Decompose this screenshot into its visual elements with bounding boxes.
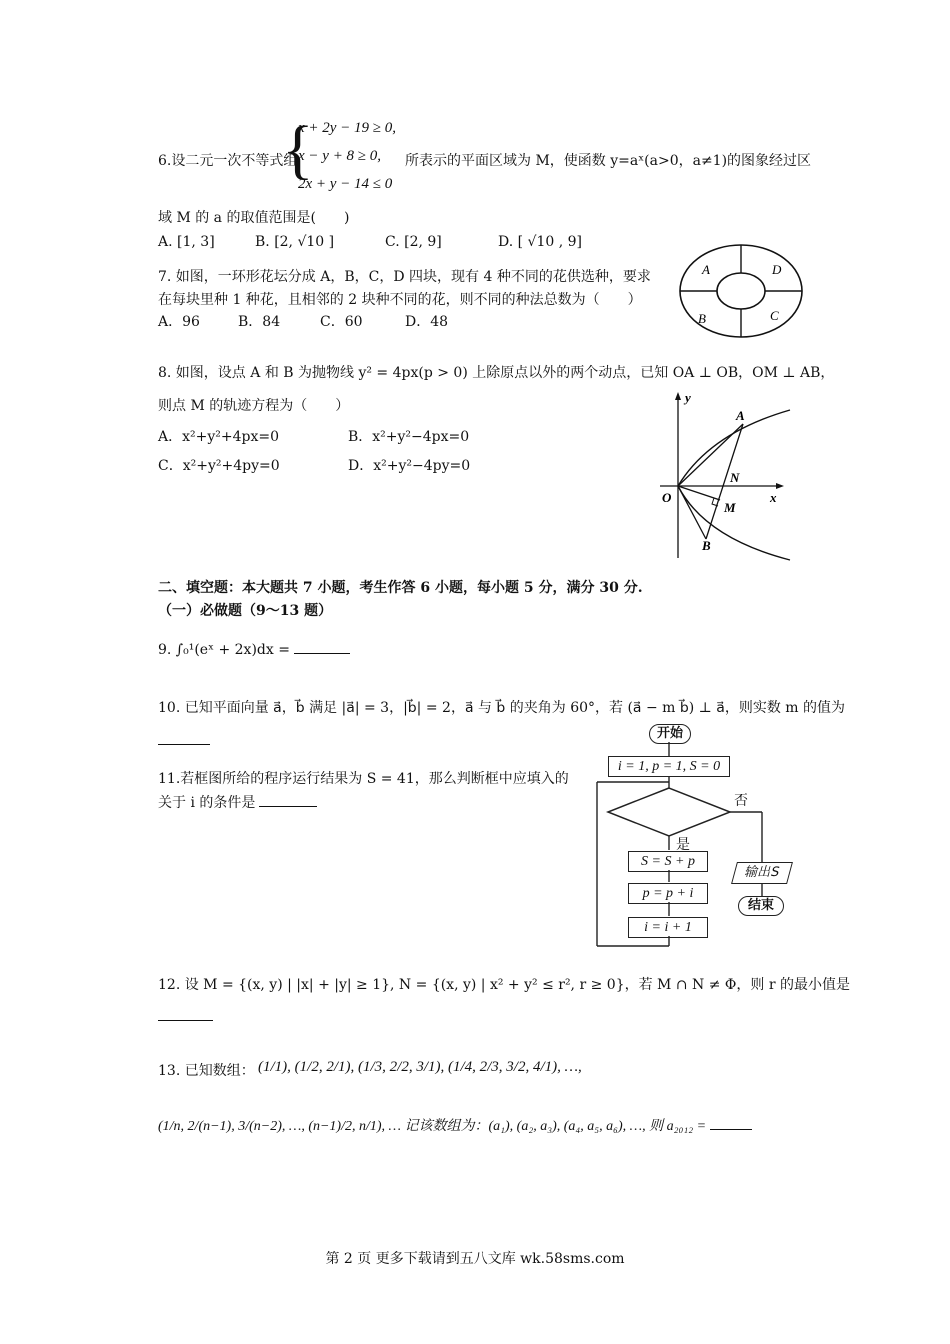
q8-line1: 8. 如图，设点 A 和 B 为抛物线 y² = 4px(p > 0) 上除原点以外的两个动点，已知 OA ⊥ OB，OM ⊥ AB， <box>158 365 835 381</box>
q6-option-a: A. [1, 3] <box>158 234 215 250</box>
q7-option-a: A．96 <box>158 314 200 330</box>
q8-line2: 则点 M 的轨迹方程为（ ） <box>158 398 350 414</box>
q8-option-a: A．x²+y²+4px=0 <box>158 429 280 445</box>
ring-garden-figure <box>676 243 806 343</box>
q6-ineq3: 2x + y − 14 ≤ 0 <box>298 176 393 192</box>
ring-label-b: B <box>698 311 706 326</box>
q12-answer-blank[interactable] <box>158 1020 213 1021</box>
flow-step-sum: S = S + p <box>628 851 708 872</box>
q6-option-d: D. [ √10 , 9] <box>498 234 582 250</box>
section2-title: 二、填空题：本大题共 7 小题，考生作答 6 小题，每小题 5 分，满分 30 分. <box>158 580 643 596</box>
flow-yes-label: 是 <box>676 837 690 853</box>
ring-label-c: C <box>770 308 779 323</box>
flow-init: i = 1, p = 1, S = 0 <box>608 756 730 777</box>
q8-option-c: C．x²+y²+4py=0 <box>158 458 280 474</box>
q11-answer-blank[interactable] <box>259 806 317 807</box>
axis-x-label: x <box>770 490 777 505</box>
q13-prefix: 13. 已知数组： <box>158 1063 255 1079</box>
flow-no-label: 否 <box>734 793 748 809</box>
q11-line1: 11.若框图所给的程序运行结果为 S = 41，那么判断框中应填入的 <box>158 771 569 787</box>
flow-step-p: p = p + i <box>628 883 708 904</box>
flow-step-i: i = i + 1 <box>628 917 708 938</box>
q6-ineq2: x − y + 8 ≥ 0, <box>298 148 382 164</box>
ring-label-d: D <box>772 262 782 277</box>
point-m-label: M <box>724 500 736 515</box>
q6-suffix: 所表示的平面区域为 M，使函数 y=aˣ(a>0，a≠1)的图象经过区 <box>405 153 812 169</box>
flow-output: 输出S <box>731 862 793 884</box>
q10-answer-blank[interactable] <box>158 744 210 745</box>
q6-brace: { <box>282 113 314 186</box>
page-footer: 第 2 页 更多下载请到五八文库 wk.58sms.com <box>325 1251 625 1267</box>
point-a-label: A <box>736 408 745 423</box>
q13-answer-blank[interactable] <box>710 1129 752 1130</box>
q7-option-c: C．60 <box>320 314 363 330</box>
q7-option-d: D．48 <box>405 314 449 330</box>
q13-sequence-first: (1/1), (1/2, 2/1), (1/3, 2/2, 3/1), (1/4, 2/3, 3/2, 4/1), …, <box>258 1059 582 1075</box>
q6-option-b: B. [2, √10 ] <box>255 234 335 250</box>
q11-line2: 关于 i 的条件是 <box>158 792 317 812</box>
point-b-label: B <box>702 538 711 553</box>
flow-end: 结束 <box>738 896 784 916</box>
q8-option-d: D．x²+y²−4py=0 <box>348 458 471 474</box>
q7-line1: 7. 如图，一环形花坛分成 A，B，C，D 四块，现有 4 种不同的花供选种，要求 <box>158 269 651 285</box>
q8-option-b: B．x²+y²−4px=0 <box>348 429 470 445</box>
q10-text: 10. 已知平面向量 a⃗，b⃗ 满足 |a⃗| = 3，|b⃗| = 2，a⃗ 与 b⃗ 的夹角为 60°，若 (a⃗ − m b⃗) ⊥ a⃗，则实数 m 的值为 <box>158 700 846 716</box>
q6-ineq1: x + 2y − 19 ≥ 0, <box>298 120 397 136</box>
q13-sequence-general: (1/n, 2/(n−1), 3/(n−2), …, (n−1)/2, n/1), … 记该数组为：(a₁), (a₂, a₃), (a₄, a₅, a₆), …, 则 a₂₀₁₂ = <box>158 1115 752 1135</box>
q6-cont: 域 M 的 a 的取值范围是( ) <box>158 210 350 226</box>
q12-text: 12. 设 M = {(x, y) | |x| + |y| ≥ 1}, N = {(x, y) | x² + y² ≤ r², r ≥ 0}，若 M ∩ N ≠ Φ，则 r 的最小值是 <box>158 977 850 993</box>
q6-option-c: C. [2, 9] <box>385 234 442 250</box>
axis-y-label: y <box>685 390 691 405</box>
ring-label-a: A <box>702 262 710 277</box>
parabola-figure <box>650 388 800 563</box>
section2-subtitle: （一）必做题（9～13 题） <box>158 603 333 619</box>
q7-line2: 在每块里种 1 种花，且相邻的 2 块种不同的花，则不同的种法总数为（ ） <box>158 292 642 308</box>
q9-text: 9. ∫₀¹(eˣ + 2x)dx = <box>158 642 350 658</box>
point-n-label: N <box>730 470 740 485</box>
q6-prefix: 6.设二元一次不等式组 <box>158 153 298 169</box>
flow-start: 开始 <box>649 724 691 744</box>
q7-option-b: B．84 <box>238 314 281 330</box>
q9-answer-blank[interactable] <box>294 653 350 654</box>
origin-label: O <box>662 490 672 505</box>
